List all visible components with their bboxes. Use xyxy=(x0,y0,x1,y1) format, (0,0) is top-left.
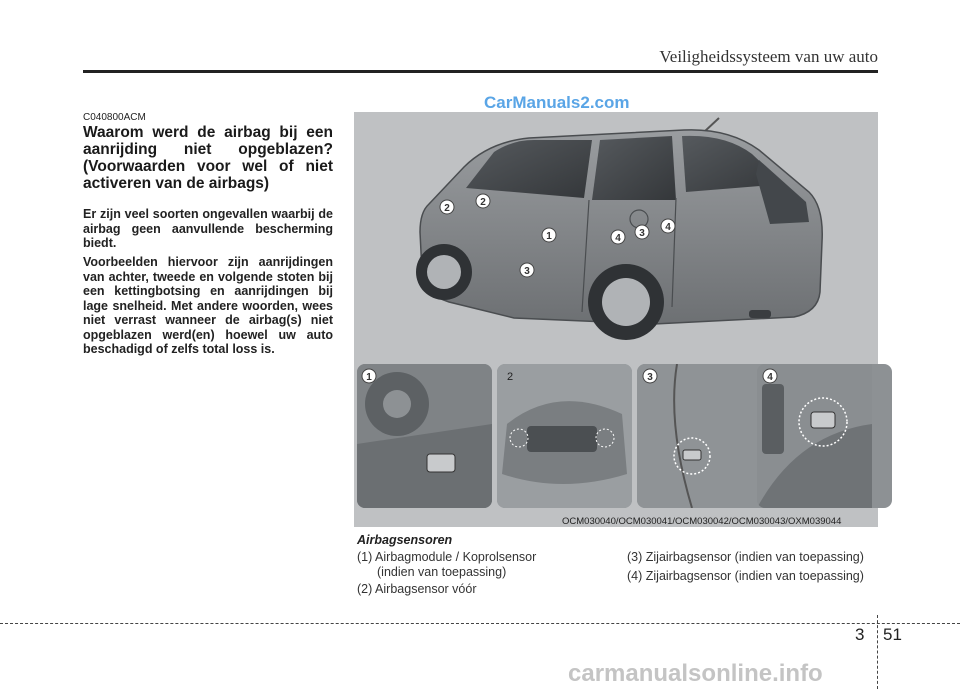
detail-panel-3 xyxy=(637,364,772,508)
detail-panel-2-label: 2 xyxy=(506,371,514,383)
detail-panel-2 xyxy=(497,364,632,508)
car-marker-1-label: 1 xyxy=(546,231,552,242)
watermark-bottom: carmanualsonline.info xyxy=(568,660,823,687)
car-marker-4a-label: 4 xyxy=(615,233,621,244)
chapter-number: 3 xyxy=(855,625,865,644)
section-code: C040800ACM xyxy=(83,112,146,123)
car-marker-2a-label: 2 xyxy=(444,203,450,214)
car-marker-3b xyxy=(635,225,649,239)
detail-panel-3-label: 3 xyxy=(647,372,653,383)
legend-item-1: (1) Airbagmodule / Koprolsensor xyxy=(357,550,537,564)
detail-panel-1-label: 1 xyxy=(366,372,372,383)
car-marker-3a xyxy=(520,263,534,277)
legend-item-4: (4) Zijairbagsensor (indien van toepassing) xyxy=(627,569,864,583)
car-marker-2a xyxy=(440,200,454,214)
header-rule xyxy=(83,70,878,73)
detail-panel-4 xyxy=(757,364,892,508)
car-marker-4b-label: 4 xyxy=(665,222,671,233)
paragraph-examples: Voorbeelden hiervoor zijn aanrijdingen van achter, tweede en volgende stoten bij een kettingbotsing en aanrijdingen bij lage snelheid. Met andere woorden, wees niet verrast wanneer de airbag(s) niet opgeblazen werd(en) hoewel uw auto beschadigd of zelfs total loss is. xyxy=(83,255,333,356)
car-marker-3a-label: 3 xyxy=(524,266,530,277)
car-illustration xyxy=(354,112,878,362)
page-number: 51 xyxy=(883,625,902,644)
watermark-top: CarManuals2.com xyxy=(484,93,630,112)
detail-panel-1 xyxy=(357,364,492,508)
detail-panel-4-label: 4 xyxy=(767,372,773,383)
car-marker-4a xyxy=(611,230,625,244)
car-marker-2b-label: 2 xyxy=(480,197,486,208)
car-marker-2b xyxy=(476,194,490,208)
legend-item-1-note: (indien van toepassing) xyxy=(377,565,507,579)
paragraph-intro: Er zijn veel soorten ongevallen waarbij de airbag geen aanvullende bescherming biedt. xyxy=(83,207,333,250)
footer-rule xyxy=(0,623,960,624)
section-heading: Waarom werd de airbag bij een aanrijding niet opgeblazen? (Voorwaarden voor wel of niet activeren van de airbags) xyxy=(83,124,333,192)
car-marker-1 xyxy=(542,228,556,242)
legend-item-3: (3) Zijairbagsensor (indien van toepassing) xyxy=(627,550,864,564)
figure-caption: OCM030040/OCM030041/OCM030042/OCM030043/OXM039044 xyxy=(562,516,842,527)
car-marker-4b xyxy=(661,219,675,233)
figure-title: Airbagsensoren xyxy=(357,533,453,547)
page-number-separator xyxy=(877,615,878,689)
legend-item-2: (2) Airbagsensor vóór xyxy=(357,582,477,596)
car-marker-3b-label: 3 xyxy=(639,228,645,239)
section-header-title: Veiligheidssysteem van uw auto xyxy=(659,47,878,66)
